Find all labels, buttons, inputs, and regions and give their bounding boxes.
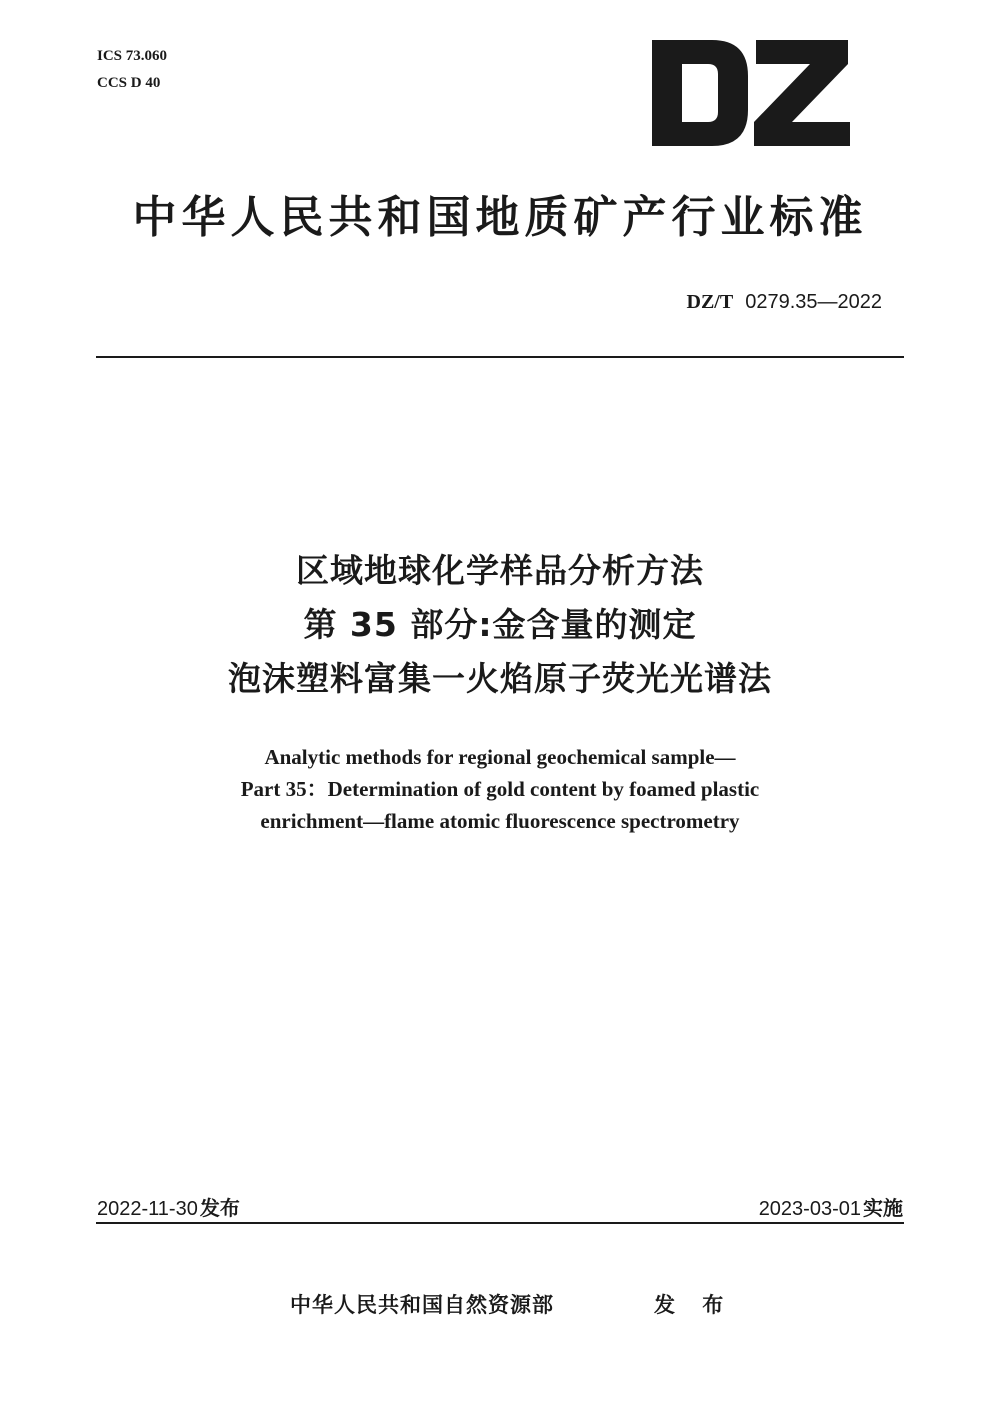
en-title-line-2: Part 35：Determination of gold content by foamed plastic	[240, 777, 760, 801]
en-title-line-1: Analytic methods for regional geochemical sample—	[264, 745, 736, 769]
cn-title-line-3: 泡沫塑料富集一火焰原子荧光光谱法	[228, 659, 772, 698]
issue-date	[97, 1195, 240, 1222]
issuer-name: 中华人民共和国自然资源部	[290, 1293, 554, 1317]
en-title-line-3: enrichment—flame atomic fluorescence spectrometry	[260, 809, 740, 833]
logo-letter-d	[652, 40, 748, 146]
standard-number	[687, 288, 882, 315]
top-divider	[96, 356, 904, 358]
cn-title-line-1: 区域地球化学样品分析方法	[296, 551, 704, 590]
logo-letter-z	[754, 40, 850, 146]
standard-code: 0279.35—2022	[745, 291, 882, 313]
bottom-divider	[96, 1222, 904, 1224]
ics-code: ICS 73.060	[97, 48, 168, 64]
issue-date-value: 2022-11-30	[97, 1198, 198, 1220]
dz-logo	[652, 40, 850, 146]
standard-prefix: DZ/T	[686, 291, 734, 313]
implementation-date-label: 实施	[863, 1196, 903, 1220]
implementation-date-value: 2023-03-01	[758, 1198, 861, 1220]
header-title: 中华人民共和国地质矿产行业标准	[132, 192, 868, 243]
implementation-date	[759, 1195, 903, 1222]
cn-title-line-2: 第 35 部分:金含量的测定	[303, 605, 697, 644]
issue-date-label: 发布	[199, 1196, 240, 1220]
issuer-action: 发 布	[654, 1293, 734, 1317]
ccs-code: CCS D 40	[97, 75, 161, 91]
